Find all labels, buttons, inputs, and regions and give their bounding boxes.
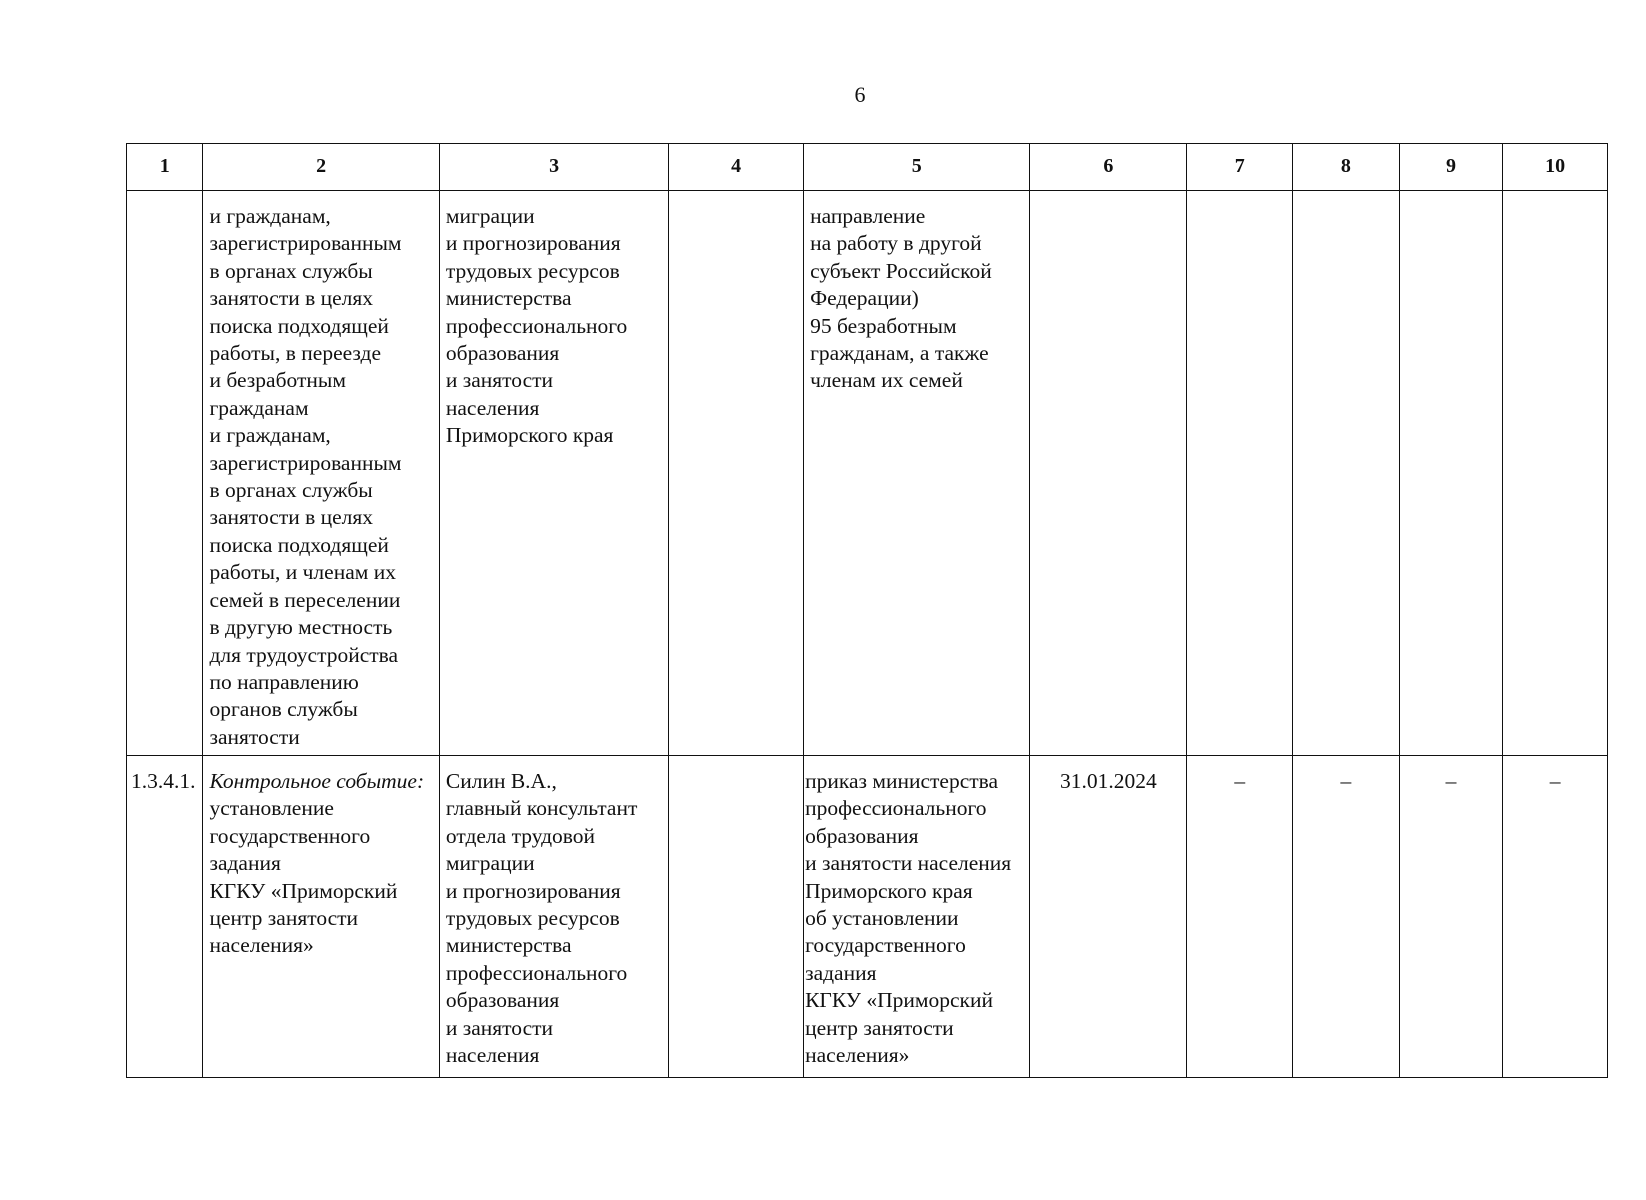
row1-col8: [1293, 191, 1400, 756]
cell-text-line: работы, и членам их: [209, 560, 396, 585]
header-cell-3: 3: [439, 144, 668, 191]
header-cell-9: 9: [1399, 144, 1503, 191]
row1-col5: [804, 191, 1030, 756]
row2-col7: –: [1187, 756, 1293, 1078]
cell-text-line: членам их семей: [810, 368, 963, 393]
control-event-label: Контрольное событие:: [209, 769, 425, 793]
cell-text-line: образования: [445, 988, 560, 1013]
cell-text-line: населения»: [805, 1043, 910, 1068]
row2-col1-item-number: 1.3.4.1.: [127, 756, 203, 1078]
row2-col2: [203, 756, 439, 1078]
header-cell-5: 5: [804, 144, 1030, 191]
cell-text-line: миграции: [445, 851, 535, 876]
row2-col8: –: [1293, 756, 1400, 1078]
row1-col2: [203, 191, 439, 756]
cell-text-line: центр занятости: [209, 906, 359, 931]
cell-text-line: поиска подходящей: [209, 532, 389, 557]
cell-text-line: профессионального: [445, 313, 628, 338]
plan-table: [126, 143, 1608, 1078]
cell-text-line: профессионального: [805, 796, 987, 821]
cell-text-line: населения: [445, 1043, 540, 1068]
cell-text-line: задания: [805, 960, 877, 985]
cell-text-line: государственного: [209, 823, 371, 848]
cell-text-line: в органах службы: [209, 258, 373, 283]
cell-text-line: Силин В.А.,: [445, 769, 557, 793]
cell-text-line: для трудоустройства: [209, 642, 399, 667]
cell-text-line: задания: [209, 851, 281, 876]
cell-text-line: и гражданам,: [209, 423, 331, 448]
cell-text-line: КГКУ «Приморский: [209, 878, 398, 903]
row2-col10: –: [1503, 756, 1608, 1078]
row1-col7: [1187, 191, 1293, 756]
header-cell-8: 8: [1293, 144, 1400, 191]
cell-text-line: по направлению: [209, 669, 359, 694]
cell-text-line: и безработным: [209, 368, 346, 393]
cell-text-line: образования: [445, 341, 560, 366]
cell-text-line: установление: [209, 796, 334, 821]
cell-text-line: поиска подходящей: [209, 313, 389, 338]
table-header-row: [127, 144, 1608, 191]
cell-text-line: гражданам: [209, 395, 309, 420]
cell-text-line: на работу в другой: [810, 231, 982, 256]
cell-text-line: зарегистрированным: [209, 450, 402, 475]
table-row: [127, 191, 1608, 756]
header-cell-1: 1: [127, 144, 203, 191]
cell-text-line: образования: [805, 823, 919, 848]
cell-text-line: занятости: [209, 724, 300, 749]
cell-text-line: и прогнозирования: [445, 878, 621, 903]
cell-text-line: органов службы: [209, 697, 358, 722]
cell-text-line: КГКУ «Приморский: [805, 988, 993, 1013]
cell-text-line: министерства: [445, 933, 572, 958]
header-cell-2: 2: [203, 144, 439, 191]
header-cell-4: 4: [669, 144, 804, 191]
cell-text-line: трудовых ресурсов: [445, 258, 620, 283]
cell-text-line: приказ министерства: [805, 769, 999, 793]
row1-col6: [1030, 191, 1187, 756]
cell-text-line: миграции: [445, 204, 535, 228]
cell-text-line: в другую местность: [209, 615, 393, 640]
row2-col6-date: 31.01.2024: [1030, 756, 1187, 1078]
row2-col9: –: [1399, 756, 1503, 1078]
cell-text-line: и прогнозирования: [445, 231, 621, 256]
cell-text-line: министерства: [445, 286, 572, 311]
cell-text-line: и занятости: [445, 368, 554, 393]
cell-text-line: работы, в переезде: [209, 341, 382, 366]
row2-col3-responsible: [439, 756, 668, 1078]
header-cell-6: 6: [1030, 144, 1187, 191]
cell-text-line: и занятости населения: [805, 851, 1012, 876]
cell-text-line: и занятости: [445, 1015, 554, 1040]
row1-col4: [669, 191, 804, 756]
cell-text-line: об установлении: [805, 906, 959, 931]
row1-col1: [127, 191, 203, 756]
cell-text-line: Федерации): [810, 286, 919, 311]
row2-col4: [669, 756, 804, 1078]
row1-col10: [1503, 191, 1608, 756]
table-row: [127, 756, 1608, 1078]
row1-col3: [439, 191, 668, 756]
cell-text-line: семей в переселении: [209, 587, 401, 612]
cell-text-line: трудовых ресурсов: [445, 906, 620, 931]
cell-text-line: занятости в целях: [209, 505, 374, 530]
cell-text-line: зарегистрированным: [209, 231, 402, 256]
header-cell-7: 7: [1187, 144, 1293, 191]
cell-text-line: гражданам, а также: [810, 341, 989, 366]
cell-text-line: населения»: [209, 933, 314, 958]
cell-text-line: в органах службы: [209, 478, 373, 503]
cell-text-line: профессионального: [445, 960, 628, 985]
header-cell-10: 10: [1503, 144, 1608, 191]
cell-text-line: занятости в целях: [209, 286, 374, 311]
cell-text-line: и гражданам,: [209, 204, 331, 228]
cell-text-line: центр занятости: [805, 1015, 954, 1040]
row1-col9: [1399, 191, 1503, 756]
cell-text-line: 95 безработным: [810, 313, 957, 338]
cell-text-line: направление: [810, 204, 926, 228]
cell-text-line: Приморского края: [805, 878, 973, 903]
cell-text-line: главный консультант: [445, 796, 638, 821]
cell-text-line: субъект Российской: [810, 258, 992, 283]
cell-text-line: государственного: [805, 933, 966, 958]
page-number: 6: [854, 82, 866, 107]
cell-text-line: Приморского края: [445, 423, 614, 448]
cell-text-line: населения: [445, 395, 540, 420]
row2-col5-document: [804, 756, 1030, 1078]
cell-text-line: отдела трудовой: [445, 823, 596, 848]
